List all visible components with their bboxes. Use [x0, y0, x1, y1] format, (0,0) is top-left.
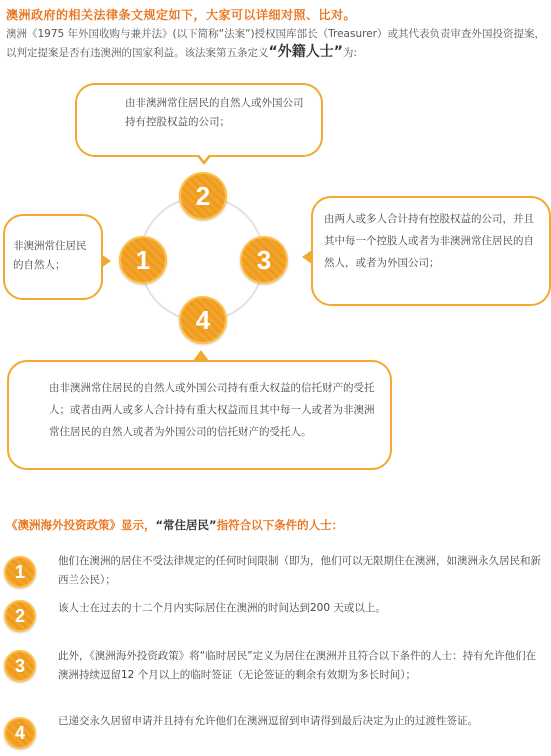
number-badge-2: 2 — [179, 172, 227, 220]
number-badge-3: 3 — [240, 236, 288, 284]
definition-bubble-2 — [75, 83, 323, 157]
page-heading: 澳洲政府的相关法律条文规定如下，大家可以详细对照、比对。 — [6, 8, 357, 22]
section-heading-quoted: “常住居民” — [155, 518, 217, 532]
definition-bubble-3 — [311, 196, 551, 306]
definition-text-1: 非澳洲常住居民的自然人； — [13, 240, 87, 271]
number-badge-4: 4 — [179, 296, 227, 344]
criteria-text-1: 他们在澳洲的居住不受法律规定的任何时间限制（即为，他们可以无限期住在澳洲，如澳洲永久居民和新西兰公民）； — [58, 555, 541, 586]
intro-text: 澳洲《1975 年外国收购与兼并法》(以下简称“法案”)授权国库部长（Treasurer）或其代表负责审查外国投资提案，以判定提案是否有违澳洲的国家利益。该法案第五条定义 — [6, 28, 545, 59]
definition-text-4: 由非澳洲常住居民的自然人或外国公司持有重大权益的信托财产的受托人；或者由两人或多人合计持有重大权益而且其中每一人或者为非澳洲常住居民的自然人或者为外国公司的信托财产的受托人。 — [49, 382, 375, 438]
section-heading-suffix: 指符合以下条件的人士： — [216, 518, 344, 532]
criteria-badge-3: 3 — [4, 650, 36, 682]
bubble-pointer-4 — [193, 350, 209, 361]
criteria-text-2: 该人士在过去的十二个月内实际居住在澳洲的时间达到200 天或以上。 — [58, 602, 386, 614]
criteria-badge-1: 1 — [4, 556, 36, 588]
section-heading-prefix: 《澳洲海外投资政策》显示， — [6, 518, 156, 532]
criteria-badge-2: 2 — [4, 600, 36, 632]
definition-text-2: 由非澳洲常住居民的自然人或外国公司持有控股权益的公司； — [125, 97, 304, 128]
definition-bubble-4 — [7, 360, 392, 470]
bubble-pointer-3 — [302, 250, 312, 264]
bubble-pointer-2 — [196, 155, 212, 165]
section-heading-resident — [6, 517, 343, 533]
criteria-text-4: 已递交永久居留申请并且持有允许他们在澳洲逗留到申请得到最后决定为止的过渡性签证。 — [58, 715, 478, 727]
definition-bubble-1 — [3, 214, 103, 300]
intro-text-end: 为: — [342, 47, 357, 59]
criteria-text-3: 此外，《澳洲海外投资政策》将“临时居民”定义为居住在澳洲并且符合以下条件的人士：持有允许他们在澳洲持续逗留12 个月以上的临时签证（无论签证的剩余有效期为多长时间）； — [58, 650, 537, 681]
intro-paragraph — [6, 25, 546, 62]
criteria-badge-4: 4 — [4, 717, 36, 749]
definition-text-3: 由两人或多人合计持有控股权益的公司，并且其中每一个控股人或者为非澳洲常住居民的自然人，或者为外国公司； — [324, 213, 534, 269]
bubble-pointer-1 — [101, 254, 111, 268]
number-badge-1: 1 — [119, 236, 167, 284]
intro-highlight: “外籍人士” — [268, 44, 343, 60]
